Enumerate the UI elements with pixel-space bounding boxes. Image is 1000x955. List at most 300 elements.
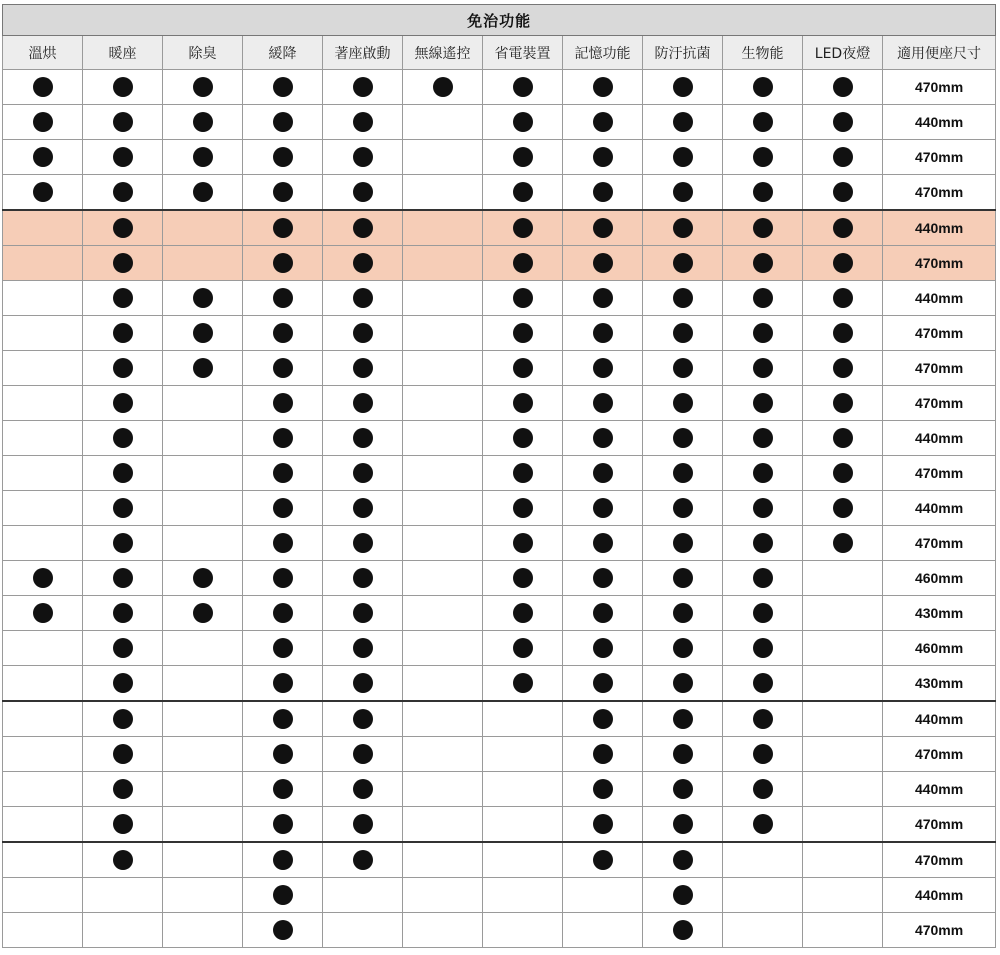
feature-cell [3, 351, 83, 386]
feature-dot-icon [353, 218, 373, 238]
feature-dot-icon [593, 779, 613, 799]
feature-cell [243, 456, 323, 491]
feature-cell [163, 140, 243, 175]
feature-cell [403, 140, 483, 175]
feature-cell [83, 631, 163, 666]
feature-dot-icon [593, 253, 613, 273]
feature-cell [723, 772, 803, 807]
feature-dot-icon [673, 323, 693, 343]
table-row [3, 175, 996, 211]
feature-dot-icon [353, 603, 373, 623]
feature-cell [563, 701, 643, 737]
feature-cell [403, 210, 483, 246]
feature-cell [403, 772, 483, 807]
feature-cell [163, 807, 243, 843]
feature-cell [163, 70, 243, 105]
feature-cell [3, 701, 83, 737]
feature-cell [243, 316, 323, 351]
feature-cell [723, 666, 803, 702]
feature-cell [483, 666, 563, 702]
column-header: 省電裝置 [483, 36, 563, 70]
feature-cell [483, 842, 563, 878]
feature-cell [163, 526, 243, 561]
feature-cell [643, 456, 723, 491]
feature-cell [83, 526, 163, 561]
feature-cell [803, 807, 883, 843]
feature-dot-icon [593, 358, 613, 378]
feature-cell [643, 631, 723, 666]
feature-cell [83, 175, 163, 211]
feature-cell [643, 807, 723, 843]
feature-dot-icon [113, 393, 133, 413]
feature-cell [243, 281, 323, 316]
feature-cell [163, 386, 243, 421]
feature-cell [403, 281, 483, 316]
feature-cell [83, 456, 163, 491]
feature-cell [403, 316, 483, 351]
feature-dot-icon [273, 218, 293, 238]
feature-dot-icon [273, 779, 293, 799]
feature-cell [163, 842, 243, 878]
seat-size-cell: 470mm [883, 842, 996, 878]
feature-cell [3, 105, 83, 140]
feature-cell [563, 175, 643, 211]
feature-cell [323, 140, 403, 175]
feature-cell [323, 807, 403, 843]
feature-cell [563, 561, 643, 596]
feature-cell [563, 631, 643, 666]
feature-dot-icon [673, 218, 693, 238]
feature-dot-icon [113, 323, 133, 343]
seat-size-cell: 440mm [883, 491, 996, 526]
feature-dot-icon [753, 533, 773, 553]
feature-cell [163, 175, 243, 211]
feature-dot-icon [753, 779, 773, 799]
column-header: LED夜燈 [803, 36, 883, 70]
feature-dot-icon [193, 288, 213, 308]
feature-cell [723, 421, 803, 456]
feature-cell [723, 105, 803, 140]
feature-cell [323, 105, 403, 140]
feature-cell [723, 737, 803, 772]
feature-dot-icon [833, 77, 853, 97]
feature-dot-icon [353, 568, 373, 588]
feature-dot-icon [673, 885, 693, 905]
feature-dot-icon [353, 814, 373, 834]
column-header: 記憶功能 [563, 36, 643, 70]
feature-dot-icon [353, 498, 373, 518]
feature-cell [163, 878, 243, 913]
feature-dot-icon [593, 709, 613, 729]
feature-cell [83, 140, 163, 175]
feature-dot-icon [193, 358, 213, 378]
table-row [3, 491, 996, 526]
feature-dot-icon [353, 779, 373, 799]
feature-cell [83, 351, 163, 386]
seat-size-cell: 440mm [883, 878, 996, 913]
feature-cell [643, 175, 723, 211]
feature-cell [803, 70, 883, 105]
feature-cell [803, 526, 883, 561]
feature-cell [3, 842, 83, 878]
feature-cell [803, 701, 883, 737]
feature-cell [643, 210, 723, 246]
feature-cell [323, 491, 403, 526]
feature-cell [243, 737, 323, 772]
feature-cell [163, 316, 243, 351]
feature-dot-icon [113, 850, 133, 870]
feature-cell [803, 316, 883, 351]
feature-cell [483, 351, 563, 386]
feature-dot-icon [353, 288, 373, 308]
feature-dot-icon [273, 885, 293, 905]
feature-cell [723, 842, 803, 878]
feature-cell [643, 140, 723, 175]
feature-dot-icon [673, 603, 693, 623]
feature-dot-icon [513, 147, 533, 167]
feature-dot-icon [593, 182, 613, 202]
feature-dot-icon [113, 463, 133, 483]
feature-cell [643, 386, 723, 421]
feature-cell [243, 140, 323, 175]
feature-dot-icon [513, 218, 533, 238]
column-header: 除臭 [163, 36, 243, 70]
feature-dot-icon [113, 77, 133, 97]
seat-size-cell: 440mm [883, 281, 996, 316]
feature-cell [163, 561, 243, 596]
feature-dot-icon [593, 463, 613, 483]
feature-dot-icon [273, 77, 293, 97]
feature-cell [643, 491, 723, 526]
feature-dot-icon [513, 393, 533, 413]
feature-cell [3, 772, 83, 807]
feature-cell [563, 351, 643, 386]
feature-cell [483, 561, 563, 596]
feature-cell [3, 70, 83, 105]
feature-dot-icon [433, 77, 453, 97]
feature-cell [403, 386, 483, 421]
feature-cell [803, 140, 883, 175]
table-row [3, 421, 996, 456]
feature-dot-icon [753, 323, 773, 343]
table-row [3, 666, 996, 702]
feature-cell [483, 596, 563, 631]
feature-dot-icon [833, 393, 853, 413]
feature-cell [563, 842, 643, 878]
feature-dot-icon [673, 463, 693, 483]
feature-dot-icon [513, 253, 533, 273]
feature-dot-icon [753, 463, 773, 483]
feature-cell [323, 701, 403, 737]
feature-dot-icon [273, 920, 293, 940]
feature-cell [3, 737, 83, 772]
feature-dot-icon [753, 112, 773, 132]
feature-dot-icon [113, 638, 133, 658]
feature-cell [243, 842, 323, 878]
feature-table [2, 4, 996, 948]
feature-cell [163, 281, 243, 316]
column-header: 生物能 [723, 36, 803, 70]
feature-dot-icon [193, 182, 213, 202]
table-row [3, 210, 996, 246]
table-row [3, 386, 996, 421]
feature-cell [723, 807, 803, 843]
feature-dot-icon [833, 112, 853, 132]
feature-dot-icon [753, 358, 773, 378]
feature-cell [563, 281, 643, 316]
feature-dot-icon [673, 253, 693, 273]
feature-cell [723, 631, 803, 666]
feature-cell [243, 807, 323, 843]
feature-dot-icon [593, 147, 613, 167]
feature-dot-icon [113, 288, 133, 308]
feature-cell [563, 491, 643, 526]
feature-cell [403, 246, 483, 281]
feature-cell [803, 596, 883, 631]
feature-dot-icon [273, 358, 293, 378]
feature-dot-icon [753, 182, 773, 202]
feature-dot-icon [193, 603, 213, 623]
feature-cell [403, 596, 483, 631]
feature-dot-icon [673, 568, 693, 588]
feature-dot-icon [33, 568, 53, 588]
feature-dot-icon [753, 638, 773, 658]
feature-dot-icon [673, 112, 693, 132]
feature-cell [563, 913, 643, 948]
feature-dot-icon [113, 112, 133, 132]
feature-cell [803, 175, 883, 211]
feature-cell [563, 807, 643, 843]
feature-cell [723, 913, 803, 948]
seat-size-cell: 470mm [883, 351, 996, 386]
feature-cell [403, 70, 483, 105]
feature-cell [323, 210, 403, 246]
feature-cell [563, 737, 643, 772]
feature-dot-icon [353, 709, 373, 729]
feature-dot-icon [113, 182, 133, 202]
feature-dot-icon [753, 568, 773, 588]
feature-cell [723, 246, 803, 281]
feature-dot-icon [833, 358, 853, 378]
feature-dot-icon [593, 533, 613, 553]
feature-cell [3, 561, 83, 596]
seat-size-cell: 470mm [883, 807, 996, 843]
feature-cell [243, 878, 323, 913]
feature-cell [3, 281, 83, 316]
feature-dot-icon [273, 850, 293, 870]
feature-cell [643, 878, 723, 913]
feature-cell [243, 70, 323, 105]
seat-size-cell: 440mm [883, 105, 996, 140]
seat-size-cell: 470mm [883, 140, 996, 175]
seat-size-cell: 470mm [883, 386, 996, 421]
feature-dot-icon [513, 568, 533, 588]
feature-cell [83, 386, 163, 421]
feature-cell [803, 561, 883, 596]
feature-cell [723, 386, 803, 421]
feature-dot-icon [673, 498, 693, 518]
feature-cell [243, 701, 323, 737]
feature-dot-icon [593, 323, 613, 343]
feature-cell [323, 913, 403, 948]
feature-cell [563, 878, 643, 913]
feature-cell [803, 421, 883, 456]
feature-dot-icon [353, 182, 373, 202]
feature-cell [243, 526, 323, 561]
feature-cell [3, 175, 83, 211]
feature-dot-icon [513, 358, 533, 378]
feature-cell [323, 631, 403, 666]
feature-cell [563, 456, 643, 491]
feature-dot-icon [33, 147, 53, 167]
feature-cell [643, 561, 723, 596]
feature-cell [243, 491, 323, 526]
feature-dot-icon [593, 638, 613, 658]
table-title: 免治功能 [3, 5, 996, 36]
feature-dot-icon [353, 744, 373, 764]
table-row [3, 701, 996, 737]
feature-cell [803, 491, 883, 526]
feature-dot-icon [273, 253, 293, 273]
seat-size-cell: 440mm [883, 701, 996, 737]
column-header: 著座啟動 [323, 36, 403, 70]
feature-cell [323, 316, 403, 351]
table-row [3, 807, 996, 843]
feature-cell [643, 281, 723, 316]
seat-size-cell: 430mm [883, 596, 996, 631]
feature-dot-icon [513, 533, 533, 553]
feature-cell [643, 666, 723, 702]
feature-cell [323, 246, 403, 281]
feature-dot-icon [593, 112, 613, 132]
feature-cell [803, 772, 883, 807]
feature-cell [643, 246, 723, 281]
seat-size-cell: 470mm [883, 246, 996, 281]
feature-cell [483, 175, 563, 211]
seat-size-cell: 470mm [883, 70, 996, 105]
feature-cell [83, 878, 163, 913]
feature-dot-icon [33, 603, 53, 623]
feature-dot-icon [273, 568, 293, 588]
feature-cell [403, 561, 483, 596]
feature-cell [723, 561, 803, 596]
feature-cell [403, 807, 483, 843]
feature-dot-icon [673, 393, 693, 413]
feature-cell [803, 281, 883, 316]
column-header: 暖座 [83, 36, 163, 70]
feature-dot-icon [513, 498, 533, 518]
feature-dot-icon [753, 673, 773, 693]
feature-cell [403, 175, 483, 211]
feature-cell [323, 421, 403, 456]
feature-dot-icon [113, 673, 133, 693]
feature-dot-icon [273, 428, 293, 448]
feature-cell [643, 351, 723, 386]
seat-size-cell: 470mm [883, 526, 996, 561]
feature-cell [243, 772, 323, 807]
column-header: 防汙抗菌 [643, 36, 723, 70]
feature-dot-icon [193, 112, 213, 132]
feature-cell [243, 561, 323, 596]
feature-cell [723, 878, 803, 913]
feature-dot-icon [673, 920, 693, 940]
feature-cell [83, 772, 163, 807]
feature-dot-icon [673, 638, 693, 658]
feature-dot-icon [833, 428, 853, 448]
feature-cell [323, 175, 403, 211]
feature-cell [243, 175, 323, 211]
feature-dot-icon [593, 498, 613, 518]
feature-cell [803, 631, 883, 666]
feature-cell [163, 737, 243, 772]
feature-dot-icon [353, 147, 373, 167]
feature-dot-icon [513, 603, 533, 623]
feature-cell [563, 105, 643, 140]
feature-cell [163, 351, 243, 386]
seat-size-cell: 470mm [883, 913, 996, 948]
feature-cell [483, 105, 563, 140]
feature-dot-icon [753, 253, 773, 273]
feature-cell [563, 316, 643, 351]
feature-cell [723, 281, 803, 316]
feature-cell [643, 701, 723, 737]
feature-cell [483, 701, 563, 737]
feature-cell [483, 246, 563, 281]
feature-dot-icon [273, 673, 293, 693]
feature-cell [563, 772, 643, 807]
feature-cell [3, 386, 83, 421]
feature-cell [83, 701, 163, 737]
feature-cell [323, 456, 403, 491]
feature-dot-icon [593, 288, 613, 308]
feature-cell [483, 526, 563, 561]
feature-dot-icon [273, 603, 293, 623]
feature-dot-icon [273, 709, 293, 729]
feature-dot-icon [353, 533, 373, 553]
feature-cell [643, 316, 723, 351]
table-row [3, 70, 996, 105]
feature-cell [483, 737, 563, 772]
table-row [3, 526, 996, 561]
seat-size-cell: 460mm [883, 631, 996, 666]
feature-dot-icon [753, 709, 773, 729]
feature-cell [483, 878, 563, 913]
feature-dot-icon [273, 288, 293, 308]
feature-cell [643, 596, 723, 631]
feature-cell [563, 70, 643, 105]
table-row [3, 316, 996, 351]
feature-dot-icon [273, 393, 293, 413]
feature-dot-icon [273, 112, 293, 132]
feature-cell [323, 878, 403, 913]
feature-cell [3, 596, 83, 631]
feature-cell [643, 105, 723, 140]
table-row [3, 842, 996, 878]
table-row [3, 281, 996, 316]
feature-dot-icon [833, 463, 853, 483]
feature-dot-icon [193, 568, 213, 588]
feature-dot-icon [273, 147, 293, 167]
feature-cell [323, 666, 403, 702]
feature-dot-icon [353, 850, 373, 870]
feature-cell [83, 737, 163, 772]
feature-cell [323, 596, 403, 631]
feature-cell [643, 526, 723, 561]
feature-dot-icon [353, 253, 373, 273]
feature-cell [323, 281, 403, 316]
feature-cell [483, 772, 563, 807]
feature-cell [163, 421, 243, 456]
